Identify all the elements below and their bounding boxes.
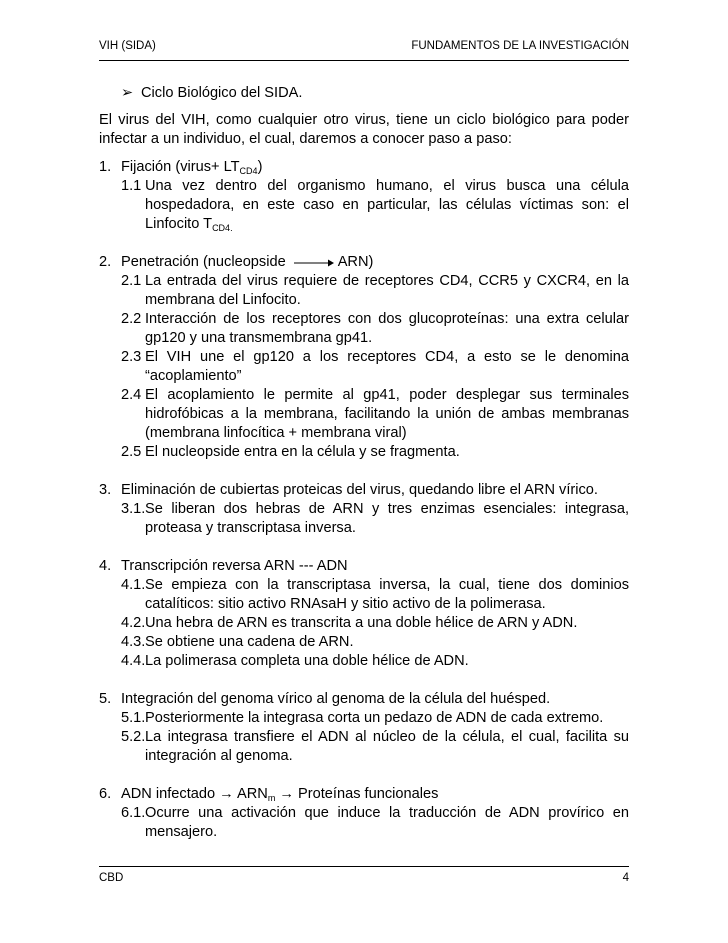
substep-number: 4.3. [121, 634, 146, 650]
substep-text: El nucleopside entra en la célula y se fragmenta. [145, 444, 460, 460]
step-title-text: Fijación (virus+ LT [121, 159, 240, 175]
substep-text: El acoplamiento le permite al gp41, poder desplegar sus terminales hidrofóbicas a la membrana, facilitando la unión de ambas membranas (membrana linfocítica + membrana viral) [145, 387, 629, 441]
step-number: 6. [99, 786, 112, 802]
substep-text: La entrada del virus requiere de receptores CD4, CCR5 y CXCR4, en la membrana del Linfocito. [145, 273, 629, 308]
substep-text: Interacción de los receptores con dos glucoproteínas: una extra celular gp120 y una transmembrana gp41. [145, 311, 629, 346]
step-title-text: Eliminación de cubiertas proteicas del virus, quedando libre el ARN vírico. [121, 482, 598, 498]
step-number: 4. [99, 558, 112, 574]
substep-number: 6.1. [121, 805, 146, 821]
step-1-title [99, 158, 629, 177]
document-body [99, 84, 629, 861]
step-number: 3. [99, 482, 112, 498]
substep-number: 5.1. [121, 710, 146, 726]
step-4 [99, 557, 629, 671]
step-5 [99, 690, 629, 766]
substep [99, 804, 629, 842]
substep-number: 3.1. [121, 501, 146, 517]
page-header [99, 40, 629, 60]
step-title-text: ARN [233, 786, 268, 802]
substep [99, 443, 629, 462]
step-title-text: ARN) [337, 254, 374, 270]
step-3-title [99, 481, 629, 500]
step-5-title [99, 690, 629, 709]
substep-text: Ocurre una activación que induce la traducción de ADN provírico en mensajero. [145, 805, 629, 840]
step-2-title [99, 253, 629, 272]
substep-number: 2.3 [121, 349, 142, 365]
step-6 [99, 785, 629, 842]
substep-text: Una vez dentro del organismo humano, el virus busca una célula hospedadora, en este caso en particular, las células víctimas son: el Linfocito T [145, 178, 629, 232]
subscript: CD4 [239, 166, 258, 176]
step-number: 5. [99, 691, 112, 707]
step-title-text: Penetración (nucleopside [121, 254, 286, 270]
substep-text: Se obtiene una cadena de ARN. [145, 634, 354, 650]
substep-number: 5.2. [121, 729, 146, 745]
step-title-text: Transcripción reversa ARN --- ADN [121, 558, 348, 574]
step-title-text: ) [257, 159, 263, 175]
substep-text: Se liberan dos hebras de ARN y tres enzimas esenciales: integrasa, proteasa y transcriptasa inversa. [145, 501, 629, 536]
substep-number: 4.2. [121, 615, 146, 631]
section-heading-text: Ciclo Biológico del SIDA. [141, 85, 303, 101]
step-title-text: Proteínas funcionales [293, 786, 439, 802]
substep-text: El VIH une el gp120 a los receptores CD4, a esto se le denomina “acoplamiento” [145, 349, 629, 384]
substep-text: Posteriormente la integrasa corta un pedazo de ADN de cada extremo. [145, 710, 604, 726]
step-title-text: ADN infectado [121, 786, 220, 802]
substep [99, 728, 629, 766]
header-right: FUNDAMENTOS DE LA INVESTIGACIÓN [411, 40, 629, 52]
substep [99, 633, 629, 652]
step-1 [99, 158, 629, 234]
step-3 [99, 481, 629, 538]
substep-number: 1.1 [121, 178, 142, 194]
arrow-right-icon [294, 257, 334, 267]
substep-number: 2.4 [121, 387, 142, 403]
substep-text: La integrasa transfiere el ADN al núcleo de la célula, el cual, facilita su integración al genoma. [145, 729, 629, 764]
header-rule [99, 60, 629, 61]
step-2 [99, 253, 629, 462]
subscript: m [267, 793, 276, 803]
substep-text: La polimerasa completa una doble hélice de ADN. [145, 653, 469, 669]
step-4-title [99, 557, 629, 576]
step-6-title [99, 785, 629, 804]
step-number: 2. [99, 254, 112, 270]
substep [99, 614, 629, 633]
intro-paragraph: El virus del VIH, como cualquier otro virus, tiene un ciclo biológico para poder infectar a un individuo, el cual, daremos a conocer paso a paso: [99, 112, 629, 147]
substep [99, 272, 629, 310]
substep [99, 576, 629, 614]
arrow-bullet-icon: ➢ [121, 85, 134, 101]
substep-number: 2.1 [121, 273, 142, 289]
substep-number: 4.1. [121, 577, 146, 593]
arrow-right-icon: → [279, 786, 294, 802]
step-title-text: Integración del genoma vírico al genoma de la célula del huésped. [121, 691, 551, 707]
substep [99, 709, 629, 728]
substep [99, 310, 629, 348]
substep [99, 652, 629, 671]
substep-number: 2.5 [121, 444, 142, 460]
header-left: VIH (SIDA) [99, 40, 156, 52]
substep [99, 500, 629, 538]
arrow-right-icon: → [219, 786, 234, 802]
substep-number: 2.2 [121, 311, 142, 327]
section-heading [121, 84, 629, 103]
substep-number: 4.4. [121, 653, 146, 669]
substep [99, 348, 629, 386]
step-number: 1. [99, 159, 112, 175]
substep-1-1 [99, 177, 629, 234]
substep [99, 386, 629, 443]
subscript: CD4. [212, 223, 233, 233]
substep-text: Una hebra de ARN es transcrita a una doble hélice de ARN y ADN. [145, 615, 578, 631]
page-number: 4 [622, 872, 629, 884]
footer-rule [99, 866, 629, 867]
footer-left: CBD [99, 872, 124, 884]
substep-text: Se empieza con la transcriptasa inversa, la cual, tiene dos dominios catalíticos: sitio activo RNAsaH y sitio activo de la polimerasa. [145, 577, 629, 612]
